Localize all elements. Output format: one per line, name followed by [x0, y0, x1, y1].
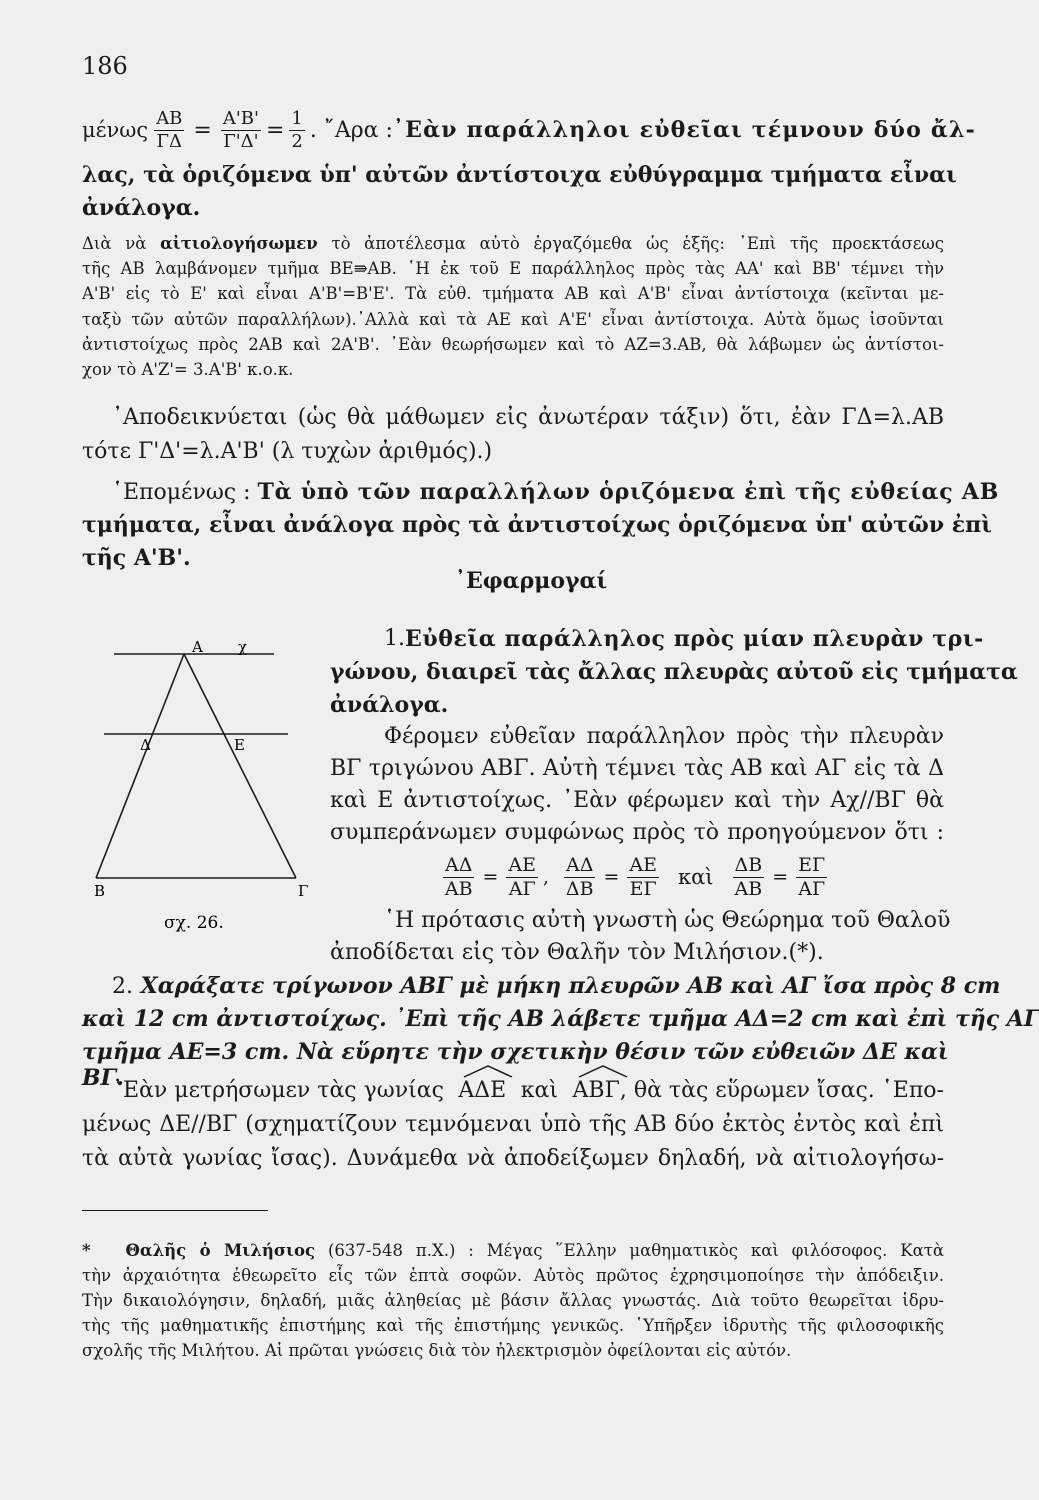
proof-line: Α'Β' εἰς τὸ Ε' καὶ εἶναι Α'Β'=Β'Ε'. Τὰ εὐθ. τμήματα ΑΒ καὶ Α'Β' εἶναι ἀντίστοιχα (κεῖνται με- [82, 284, 944, 303]
app2-line [112, 973, 1001, 999]
side-ab [96, 654, 184, 878]
theorem-start: ᾿Εὰν παράλληλοι εὐθεῖαι τέμνουν δύο ἄλ- [392, 117, 976, 143]
app1-bold: Εὐθεῖα παράλληλος πρὸς μίαν πλευρὰν τρι- [405, 626, 984, 652]
page-number: 186 [82, 52, 128, 80]
proof-line: ταξὺ τῶν αὐτῶν παραλλήλων).᾿Αλλὰ καὶ τὰ ΑΕ καὶ Α'Ε' εἶναι ἀντίστοιχα. Αὐτὰ ὅμως ἰσοῦνται [82, 310, 944, 329]
numerator: ΔΒ [734, 853, 763, 876]
fraction-denominator: 2 [291, 130, 303, 152]
fraction-denominator: ΓΔ [156, 130, 183, 152]
numerator: ΑΕ [508, 853, 536, 876]
footnote-star: * [82, 1241, 91, 1260]
fraction [443, 853, 474, 900]
proof-line: τῆς ΑΒ λαμβάνομεν τμῆμα ΒΕ⇛ΑΒ. ῾Η ἐκ τοῦ Ε παράλληλος πρὸς τὰς ΑΑ' καὶ ΒΒ' τέμνει τὴν [82, 259, 944, 278]
proof-bold: αἰτιολογήσωμεν [160, 234, 318, 253]
footnote-line: σχολῆς τῆς Μιλήτου. Αἱ πρῶται γνώσεις διὰ τὸν ἠλεκτρισμὸν ὀφείλονται εἰς αὐτόν. [82, 1341, 792, 1360]
proof-prefix: Διὰ νὰ [82, 234, 147, 253]
label-e: Ε [234, 736, 245, 754]
denominator: ΑΒ [444, 877, 473, 900]
numerator: ΑΔ [566, 853, 594, 876]
equals-sign: = [265, 117, 285, 143]
proof-rest: τὸ ἀποτέλεσμα αὐτὸ ἐργαζόμεθα ὡς ἑξῆς: ᾿Επὶ τῆς προεκτάσεως [331, 234, 944, 253]
label-d: Δ [140, 736, 151, 754]
figure-caption: σχ. 26. [164, 913, 224, 933]
proof-line: χον τὸ Α'Ζ'= 3.Α'Β' κ.ο.κ. [82, 360, 294, 379]
app2-line: καὶ 12 cm ἀντιστοίχως. ᾿Επὶ τῆς ΑΒ λάβετε τμῆμα ΑΔ=2 cm καὶ ἐπὶ τῆς ΑΓ [82, 1006, 1039, 1032]
label-b: Β [94, 882, 106, 900]
footnote-line: τὴν ἀρχαιότητα ἐθεωρεῖτο εἷς τῶν ἑπτὰ σοφῶν. Αὐτὸς πρῶτος ἐχρησιμοποίησε τὴν ἀπόδειξιν. [82, 1266, 944, 1285]
app1-text: ΒΓ τριγώνου ΑΒΓ. Αὐτὴ τέμνει τὰς ΑΒ καὶ ΑΓ εἰς τὰ Δ [330, 756, 944, 781]
footnote-line: τὴς τῆς μαθηματικῆς ἐπιστήμης καὶ τῆς ἐπιστήμης γενικῶς. ῾Υπῆρξεν ἱδρυτὴς τῆς φιλοσοφικῆς [82, 1316, 944, 1335]
proof-line [82, 233, 944, 256]
app1-text: καὶ Ε ἀντιστοίχως. ᾿Εὰν φέρωμεν καὶ τὴν Αχ//ΒΓ θὰ [330, 788, 944, 813]
angle-abg-group [573, 1078, 944, 1103]
proportion-equation [440, 852, 830, 902]
equals-sign: = [772, 866, 789, 888]
side-ag [184, 654, 296, 878]
app1-line: ἀνάλογα. [330, 692, 449, 718]
consequently-bold: Τὰ ὑπὸ τῶν παραλλήλων ὁριζόμενα ἐπὶ τῆς εὐθείας ΑΒ [257, 479, 1000, 505]
angle-hat-icon [458, 1064, 518, 1078]
label-x: χ [238, 638, 248, 656]
consequently-prefix: ῾Επομένως : [112, 480, 251, 505]
consequently-line: τμήματα, εἶναι ἀνάλογα πρὸς τὰ ἀντιστοίχως ὁριζόμενα ὑπ' αὐτῶν ἐπὶ [82, 512, 992, 538]
fraction-ab-gd-prime [221, 107, 261, 152]
and-word: καὶ [677, 865, 714, 889]
app2-p1b: καὶ [520, 1078, 558, 1103]
app1-line: γώνου, διαιρεῖ τὰς ἄλλας πλευρὰς αὐτοῦ εἰς τμήματα [330, 659, 1018, 685]
footnote-name: Θαλῆς ὁ Μιλήσιος [125, 1241, 316, 1260]
fraction [564, 853, 595, 900]
app2-text: Χαράξατε τρίγωνον ΑΒΓ μὲ μήκη πλευρῶν ΑΒ καὶ ΑΓ ἴσα πρὸς 8 cm [140, 973, 1001, 999]
app2-p1a: ᾿Εὰν μετρήσωμεν τὰς γωνίας [112, 1078, 444, 1103]
app2-p1c: , θὰ τὰς εὕρωμεν ἴσας. ῾Επο- [619, 1078, 944, 1103]
footnote-line: Τὴν δικαιολόγησιν, δηλαδή, μιᾶς ἀληθείας μὲ βάσιν ἄλλας γνωστάς. Διὰ τοῦτο θεωρεῖται ἱδρυ- [82, 1291, 944, 1310]
app2-para-line: τὰ αὐτὰ γωνίας ἴσας). Δυνάμεθα νὰ ἀποδείξωμεν δηλαδή, νὰ αἰτιολογήσω- [82, 1146, 944, 1171]
footnote-rule [82, 1210, 268, 1211]
applications-heading: ᾿Εφαρμογαί [455, 568, 608, 594]
equals-sign: = [193, 117, 212, 143]
angle-ade [458, 1078, 506, 1103]
app1-text: Φέρομεν εὐθεῖαν παράλληλον πρὸς τὴν πλευρὰν [384, 724, 944, 749]
denominator: ΑΓ [798, 877, 826, 900]
app2-number: 2. [112, 974, 133, 999]
label-a: Α [192, 638, 203, 656]
denominator: ΑΒ [734, 877, 763, 900]
app1-line [384, 626, 984, 652]
app2-para-line [112, 1078, 944, 1103]
first-line [82, 104, 976, 156]
fraction [733, 853, 765, 900]
numerator: ΑΔ [445, 853, 473, 876]
fraction-numerator: 1 [291, 107, 303, 129]
fraction-denominator: Γ'Δ' [223, 130, 259, 152]
fraction [627, 853, 659, 900]
triangle-figure [82, 638, 309, 940]
app1-number: 1. [384, 626, 405, 651]
angle-abg [573, 1078, 620, 1103]
numerator: ΑΕ [629, 853, 657, 876]
fraction-ab-gd [154, 107, 184, 152]
fraction [796, 853, 827, 900]
proof-line: ἀντιστοίχως πρὸς 2ΑΒ καὶ 2Α'Β'. ᾿Εὰν θεωρήσωμεν καὶ τὸ ΑΖ=3.ΑΒ, θὰ λάβωμεν ὡς ἀντίστοι- [82, 335, 944, 354]
consequently-line [112, 479, 1000, 505]
numerator: ΕΓ [798, 853, 826, 876]
label-g: Γ [298, 882, 309, 900]
equals-sign: = [482, 866, 499, 888]
app2-para-line: μένως ΔΕ//ΒΓ (σχηματίζουν τεμνόμεναι ὑπὸ τῆς ΑΒ δύο ἐκτὸς ἐντὸς καὶ ἐπὶ [82, 1112, 944, 1137]
app1-text: συμπεράνωμεν συμφώνως πρὸς τὸ προηγούμενον ὅτι : [330, 820, 944, 845]
app2-line: τμῆμα ΑΕ=3 cm. Νὰ εὕρητε τὴν σχετικὴν θέσιν τῶν εὐθειῶν ΔΕ καὶ ΒΓ. [82, 1039, 949, 1091]
fraction [506, 853, 538, 900]
footnote-rest: (637-548 π.Χ.) : Μέγας ῞Ελλην μαθηματικὸς καὶ φιλόσοφος. Κατὰ [327, 1241, 944, 1260]
denominator: ΕΓ [629, 877, 657, 900]
first-line-prefix: μένως [82, 118, 149, 142]
demonstrated-line: τότε Γ'Δ'=λ.Α'Β' (λ τυχὼν ἀριθμός).) [82, 439, 493, 464]
footnote-line [82, 1240, 944, 1263]
demonstrated-line: ᾿Αποδεικνύεται (ὡς θὰ μάθωμεν εἰς ἀνωτέραν τάξιν) ὅτι, ἐὰν ΓΔ=λ.ΑΒ [112, 405, 944, 430]
comma: , [542, 866, 550, 888]
fraction-one-half [289, 107, 304, 152]
fraction-numerator: ΑΒ [156, 107, 183, 129]
thales-line: ἀποδίδεται εἰς τὸν Θαλῆν τὸν Μιλήσιον.(*). [330, 940, 824, 965]
denominator: ΔΒ [565, 877, 594, 900]
consequently-line: τῆς Α'Β'. [82, 545, 191, 571]
theorem-line: λας, τὰ ὁριζόμενα ὑπ' αὐτῶν ἀντίστοιχα εὐθύγραμμα τμήματα εἶναι [82, 162, 957, 188]
fraction-numerator: Α'Β' [222, 107, 259, 129]
angle-abg-text: ΑΒΓ [572, 1078, 620, 1103]
theorem-line: ἀνάλογα. [82, 195, 201, 221]
equals-sign: = [603, 866, 620, 888]
angle-ade-text: ΑΔΕ [458, 1078, 507, 1103]
first-line-after: . ῎Αρα : [309, 117, 393, 143]
thales-line: ῾Η πρότασις αὐτὴ γνωστὴ ὡς Θεώρημα τοῦ Θαλοῦ [384, 908, 951, 933]
angle-hat-icon [573, 1064, 633, 1078]
denominator: ΑΓ [508, 877, 536, 900]
